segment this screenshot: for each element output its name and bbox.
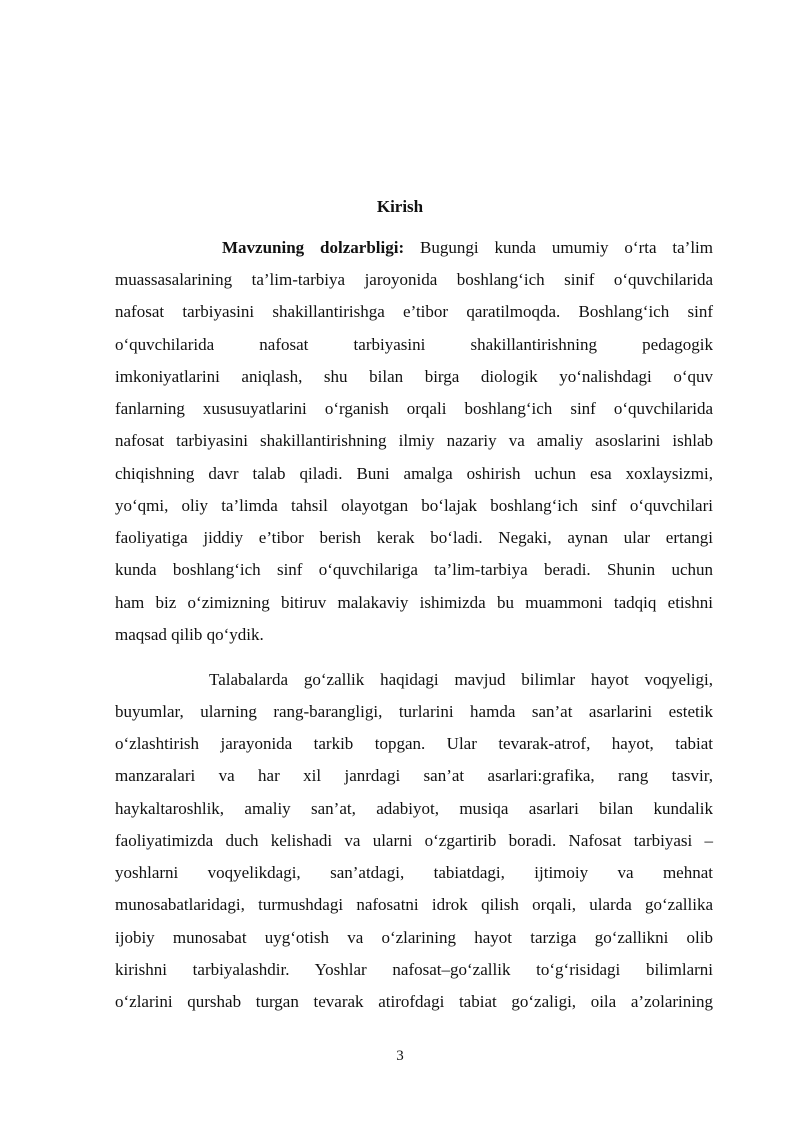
paragraph-line [222,238,713,258]
paragraph-line: o‘quvchilarida nafosat tarbiyasini shakillantirishning pedagogik [115,335,713,354]
paragraph-line: haykaltaroshlik, amaliy san’at, adabiyot, musiqa asarlari bilan kundalik [115,799,713,818]
paragraph-line: faoliyatiga jiddiy e’tibor berish kerak bo‘ladi. Negaki, aynan ular ertangi [115,528,713,547]
paragraph-line: munosabatlaridagi, turmushdagi nafosatni idrok qilish orqali, ularda go‘zallika [115,895,713,914]
paragraph-line: nafosat tarbiyasini shakillantirishning ilmiy nazariy va amaliy asoslarini ishlab [115,431,713,450]
section-title: Kirish [376,197,424,216]
paragraph-text: Bugungi kunda umumiy o‘rta ta’lim [404,238,714,257]
paragraph-line: chiqishning davr talab qiladi. Buni amalga oshirish uchun esa xoxlaysizmi, [115,464,713,483]
paragraph-line: nafosat tarbiyasini shakillantirishga e’tibor qaratilmoqda. Boshlang‘ich sinf [115,302,713,321]
page-number: 3 [396,1048,404,1064]
paragraph-line: ham biz o‘zimizning bitiruv malakaviy ishimizda bu muammoni tadqiq etishni [115,593,713,612]
paragraph-line: ijobiy munosabat uyg‘otish va o‘zlarining hayot tarziga go‘zallikni olib [115,928,713,947]
paragraph-line: yo‘qmi, oliy ta’limda tahsil olayotgan bo‘lajak boshlang‘ich sinf o‘quvchilari [115,496,713,515]
paragraph-line: o‘zlarini qurshab turgan tevarak atirofdagi tabiat go‘zaligi, oila a’zolarining [115,992,713,1011]
paragraph-line: yoshlarni voqyelikdagi, san’atdagi, tabiatdagi, ijtimoiy va mehnat [115,863,713,882]
paragraph-line: maqsad qilib qo‘ydik. [115,625,264,644]
paragraph-line: buyumlar, ularning rang-barangligi, turlarini hamda san’at asarlarini estetik [115,702,713,721]
paragraph-line: manzaralari va har xil janrdagi san’at asarlari:grafika, rang tasvir, [115,766,713,785]
paragraph-line: Talabalarda go‘zallik haqidagi mavjud bilimlar hayot voqyeligi, [209,670,713,689]
paragraph-line: fanlarning xususuyatlarini o‘rganish orqali boshlang‘ich sinf o‘quvchilarida [115,399,713,418]
paragraph-line: kirishni tarbiyalashdir. Yoshlar nafosat–go‘zallik to‘g‘risidagi bilimlarni [115,960,713,979]
paragraph-line: muassasalarining ta’lim-tarbiya jaroyonida boshlang‘ich sinif o‘quvchilarida [115,270,713,289]
paragraph-line: faoliyatimizda duch kelishadi va ularni o‘zgartirib boradi. Nafosat tarbiyasi – [115,831,713,850]
paragraph-lead: Mavzuning dolzarbligi: [222,238,405,257]
paragraph-line: o‘zlashtirish jarayonida tarkib topgan. Ular tevarak-atrof, hayot, tabiat [115,734,713,753]
paragraph-line: imkoniyatlarini aniqlash, shu bilan birga diologik yo‘nalishdagi o‘quv [115,367,713,386]
paragraph-line: kunda boshlang‘ich sinf o‘quvchilariga ta’lim-tarbiya beradi. Shunin uchun [115,560,713,579]
